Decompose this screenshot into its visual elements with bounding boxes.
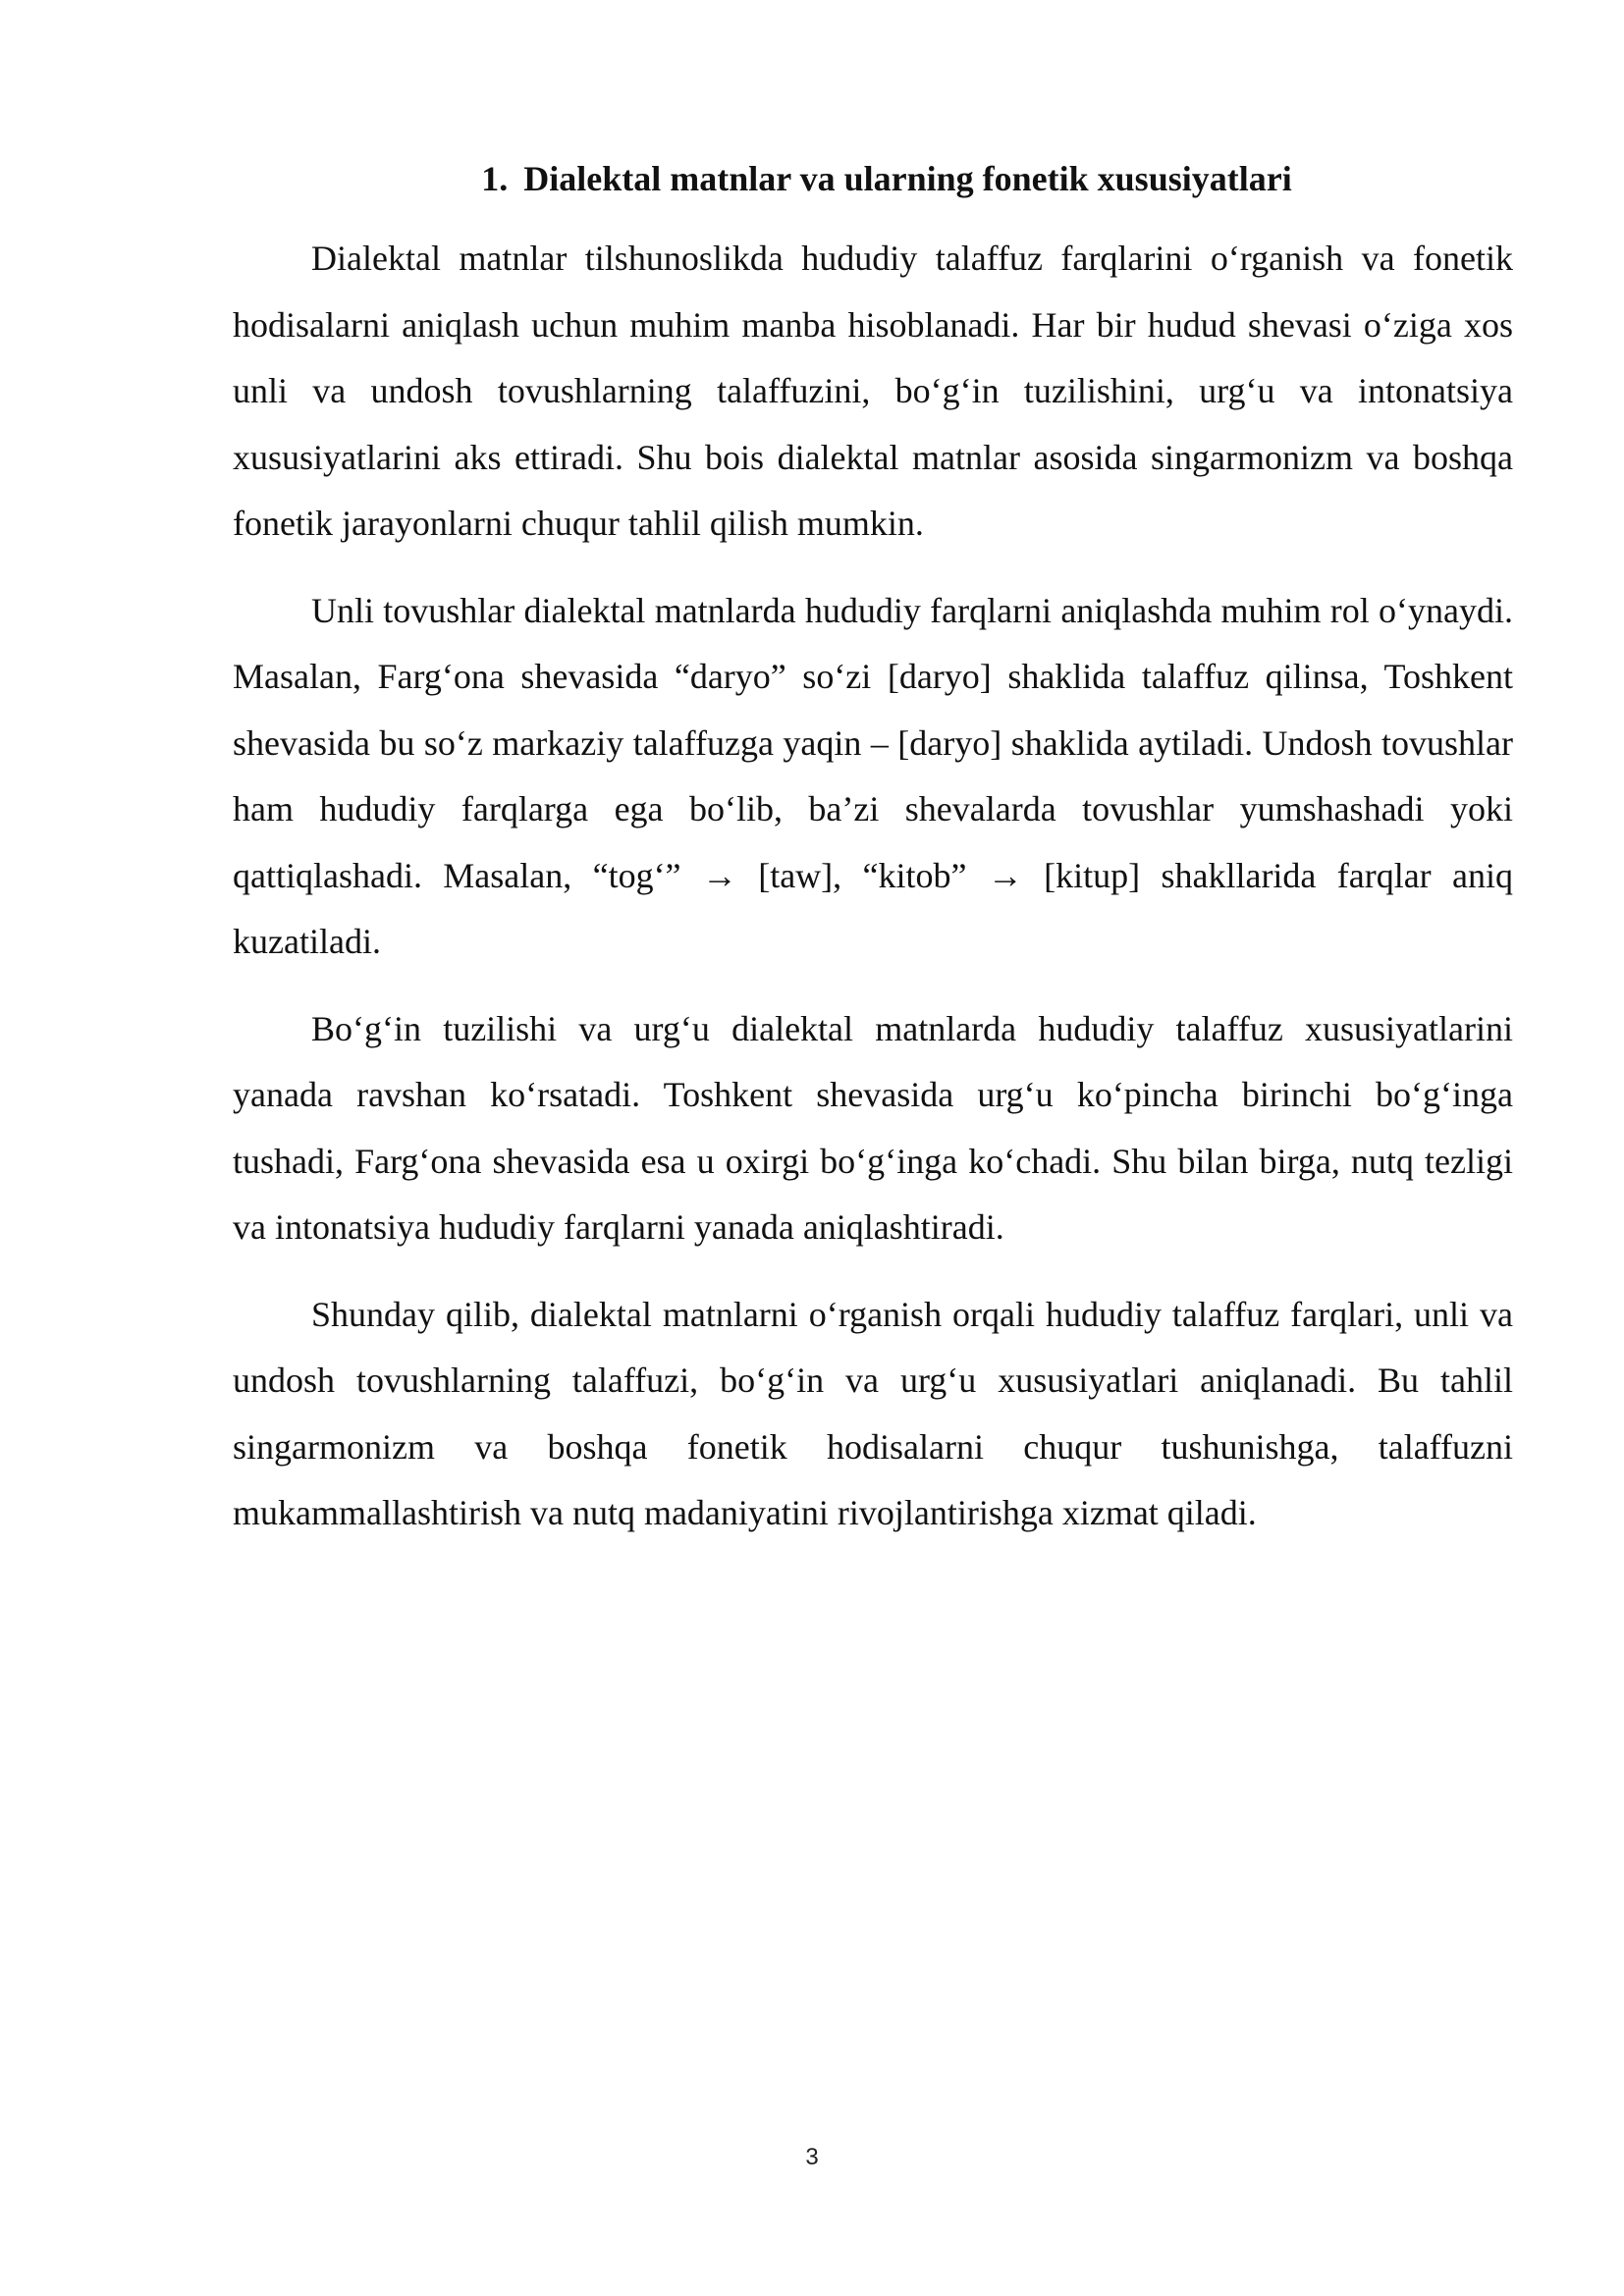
- section-heading: [233, 145, 1513, 212]
- page-content: [233, 145, 1513, 1568]
- page-number: 3: [805, 2144, 819, 2170]
- paragraph-1: Dialektal matnlar tilshunoslikda hududiy talaffuz farqlarini o‘rganish va fonetik hodisalarni aniqlash uchun muhim manba hisoblanadi. Har bir hudud shevasi o‘ziga xos unli va undosh tovushlarning talaffuzini, bo‘g‘in tuzilishini, urg‘u va intonatsiya xususiyatlarini aks ettiradi. Shu bois dialektal matnlar asosida singarmonizm va boshqa fonetik jarayonlarni chuqur tahlil qilish mumkin.: [233, 239, 1513, 543]
- section-title: Dialektal matnlar va ularning fonetik xususiyatlari: [523, 159, 1292, 198]
- paragraph-4: Shunday qilib, dialektal matnlarni o‘rganish orqali hududiy talaffuz farqlari, unli va undosh tovushlarning talaffuzi, bo‘g‘in va urg‘u xususiyatlari aniqlanadi. Bu tahlil singarmonizm va boshqa fonetik hodisalarni chuqur tushunishga, talaffuzni mukammallashtirish va nutq madaniyatini rivojlantirishga xizmat qiladi.: [233, 1294, 1513, 1532]
- paragraph-3: Bo‘g‘in tuzilishi va urg‘u dialektal matnlarda hududiy talaffuz xususiyatlarini yanada ravshan ko‘rsatadi. Toshkent shevasida urg‘u ko‘pincha birinchi bo‘g‘inga tushadi, Farg‘ona shevasida esa u oxirgi bo‘g‘inga ko‘chadi. Shu bilan birga, nutq tezligi va intonatsiya hududiy farqlarni yanada aniqlashtiradi.: [233, 1008, 1513, 1247]
- section-number: 1.: [481, 159, 509, 198]
- paragraph-2: Unli tovushlar dialektal matnlarda hududiy farqlarni aniqlashda muhim rol o‘ynaydi. Masalan, Farg‘ona shevasida “daryo” so‘zi [daryo] shaklida talaffuz qilinsa, Toshkent shevasida bu so‘z markaziy talaffuzga yaqin – [daryo] shaklida aytiladi. Undosh tovushlar ham hududiy farqlarga ega bo‘lib, ba’zi shevalarda tovushlar yumshashadi yoki qattiqlashadi. Masalan, “tog‘” → [taw], “kitob” → [kitup] shakllarida farqlar aniq kuzatiladi.: [233, 590, 1513, 961]
